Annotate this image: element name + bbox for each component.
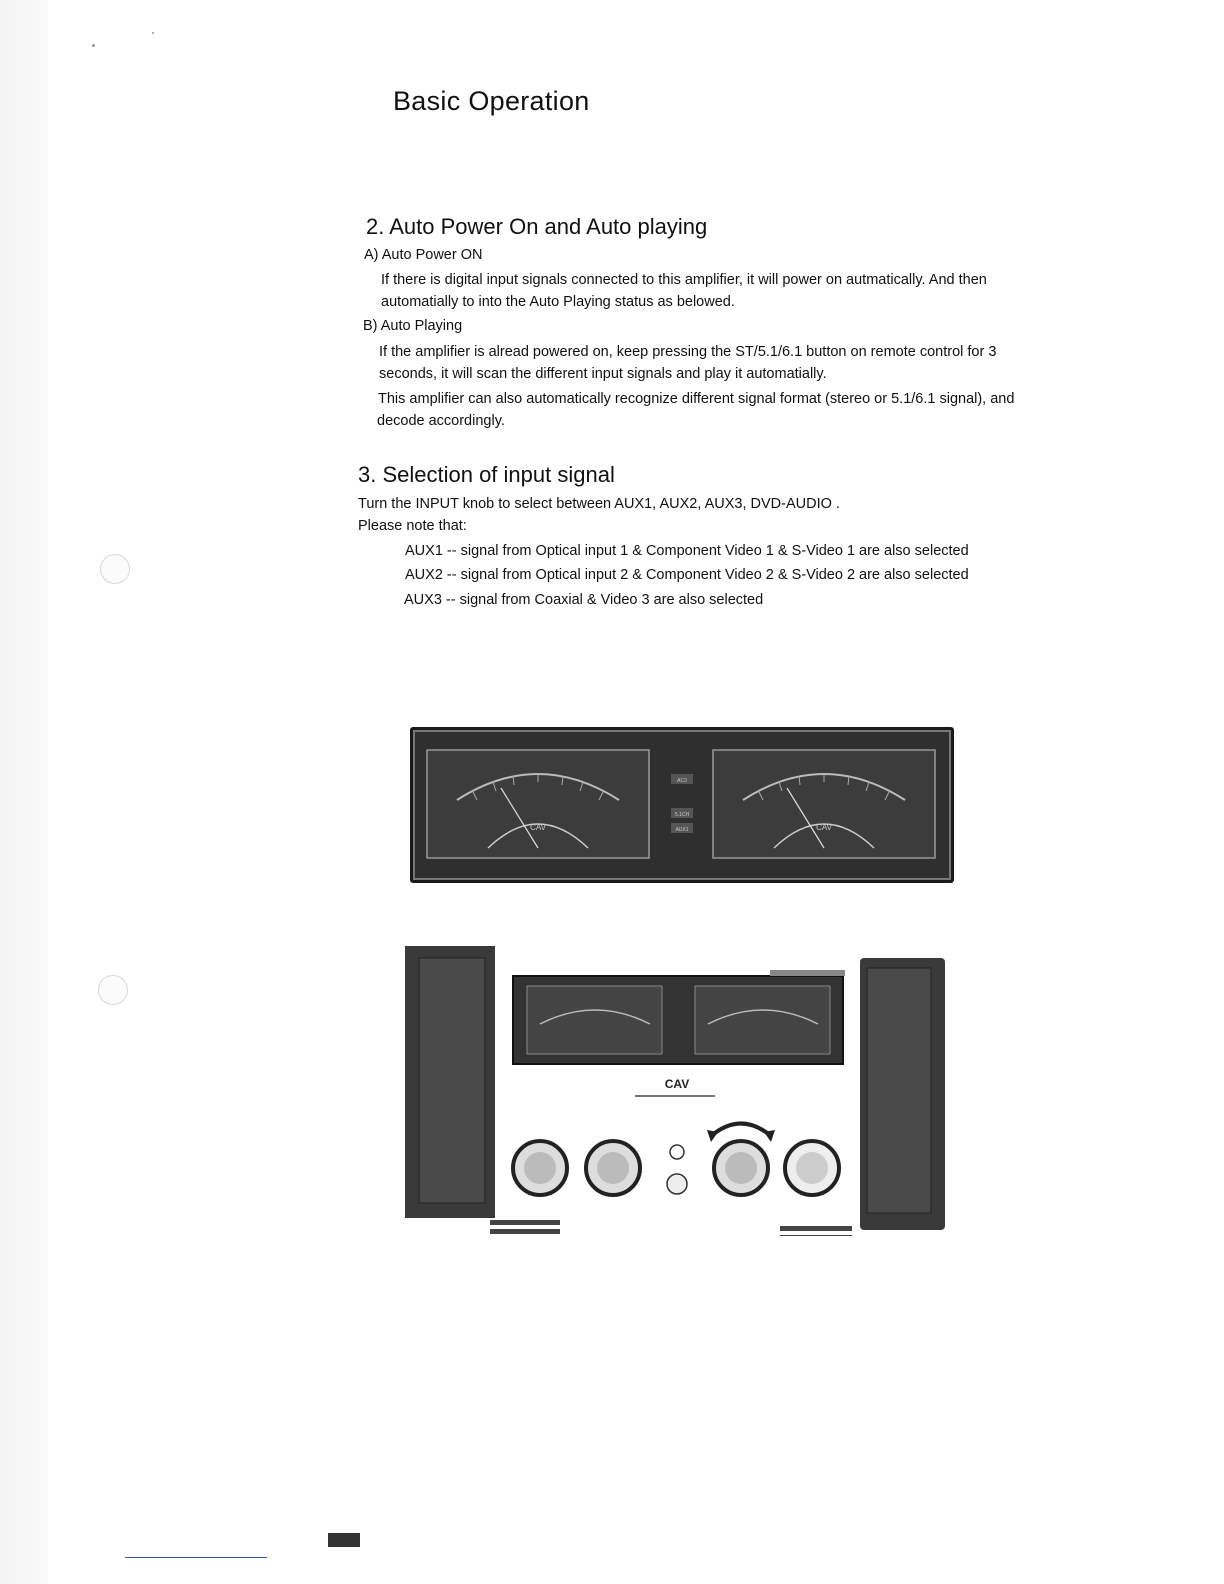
footer-line	[125, 1557, 267, 1558]
section-3-text-line2: Please note that:	[358, 518, 467, 534]
scan-speck	[92, 44, 95, 47]
left-label-strip	[490, 1220, 560, 1225]
vu-meter-drawing	[413, 730, 951, 880]
aux3-note: AUX3 -- signal from Coaxial & Video 3 are also selected	[404, 592, 764, 608]
indicator-aux1-label: AUX1	[675, 827, 689, 833]
vu-meter-panel-illustration	[410, 727, 954, 883]
subsection-a-text-line1: If there is digital input signals connected to this amplifier, it will power on autmatically. And then	[381, 272, 987, 288]
subsection-b-text-line4: decode accordingly.	[377, 413, 505, 429]
right-meter-brand: CAV	[816, 823, 832, 832]
input-knob-arrow	[711, 1124, 771, 1137]
page-number-block	[328, 1533, 360, 1547]
subsection-b-text-line1: If the amplifier is alread powered on, keep pressing the ST/5.1/6.1 button on remote control for 3	[379, 344, 997, 360]
right-speaker-grille	[867, 968, 931, 1213]
page-edge-shadow	[0, 0, 48, 1584]
page-title: Basic Operation	[393, 86, 590, 116]
aux1-note: AUX1 -- signal from Optical input 1 & Component Video 1 & S-Video 1 are also selected	[405, 543, 969, 559]
right-label-strip	[780, 1226, 852, 1231]
left-speaker-grille	[419, 958, 485, 1203]
front-badge	[770, 970, 845, 976]
subsection-b-text-line2: seconds, it will scan the different input signals and play it automatially.	[379, 366, 827, 382]
front-brand-logo: CAV	[664, 1077, 690, 1091]
aux2-note: AUX2 -- signal from Optical input 2 & Component Video 2 & S-Video 2 are also selected	[405, 567, 969, 583]
small-button-1	[670, 1145, 684, 1159]
indicator-ac3-label: AC3	[677, 778, 687, 784]
scan-speck	[152, 32, 154, 34]
indicator-51ch-label: 5.1CH	[674, 812, 690, 818]
amplifier-front-drawing	[405, 946, 945, 1236]
small-button-2	[667, 1174, 687, 1194]
left-meter-window	[427, 750, 649, 858]
subsection-b-text-line3: This amplifier can also automatically recognize different signal format (stereo or 5.1/6.1 signal), and	[378, 391, 1015, 407]
right-meter-window	[713, 750, 935, 858]
section-3-heading: 3. Selection of input signal	[358, 462, 615, 487]
punch-hole	[98, 975, 128, 1005]
subsection-a-text-line2: automatially to into the Auto Playing status as belowed.	[381, 294, 735, 310]
section-2-heading: 2. Auto Power On and Auto playing	[366, 214, 708, 239]
punch-hole	[100, 554, 130, 584]
section-3-text-line1: Turn the INPUT knob to select between AUX1, AUX2, AUX3, DVD-AUDIO .	[358, 496, 840, 512]
subsection-a-label: A) Auto Power ON	[364, 247, 483, 263]
left-meter-brand: CAV	[530, 823, 546, 832]
amplifier-front-illustration	[405, 946, 945, 1236]
subsection-b-label: B) Auto Playing	[363, 318, 463, 334]
